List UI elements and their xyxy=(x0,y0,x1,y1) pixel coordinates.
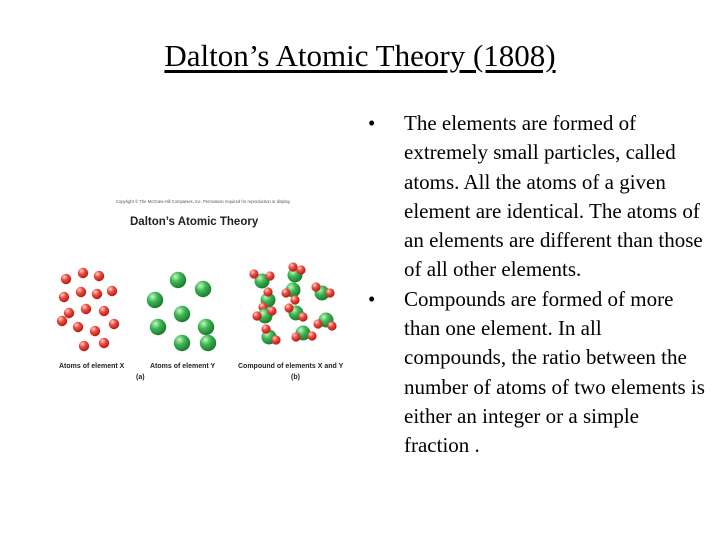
atom-x xyxy=(57,316,67,326)
caption-compound: Compound of elements X and Y xyxy=(238,363,344,370)
atom-y xyxy=(198,319,214,335)
atom-x xyxy=(94,271,104,281)
molecule xyxy=(311,282,334,300)
element-x-atoms xyxy=(57,268,119,351)
atom-y xyxy=(174,335,190,351)
molecule xyxy=(284,303,307,321)
bullet-marker: • xyxy=(368,286,376,311)
figure-title: Dalton’s Atomic Theory xyxy=(130,216,259,228)
molecule xyxy=(288,262,306,282)
atom-x xyxy=(73,322,83,332)
figure-copyright: Copyright © The McGraw-Hill Companies, Inc. Permission required for reproduction or display. xyxy=(116,199,291,204)
sublabel-a: (a) xyxy=(136,374,145,381)
atom-x xyxy=(99,306,109,316)
molecule xyxy=(249,269,274,288)
sublabel-b: (b) xyxy=(291,374,300,381)
atom-x xyxy=(99,338,109,348)
slide-title: Dalton’s Atomic Theory (1808) xyxy=(164,38,556,73)
element-y-atoms xyxy=(147,272,216,351)
atom-x xyxy=(81,304,91,314)
atom-y xyxy=(200,335,216,351)
compound-molecules xyxy=(249,262,336,344)
molecule xyxy=(291,326,316,342)
caption-element-y: Atoms of element Y xyxy=(150,363,216,370)
caption-element-x: Atoms of element X xyxy=(59,363,125,370)
atom-y xyxy=(147,292,163,308)
bullet-list xyxy=(366,109,706,461)
atom-x xyxy=(59,292,69,302)
dalton-figure xyxy=(56,196,356,396)
atom-x xyxy=(76,287,86,297)
atom-x xyxy=(64,308,74,318)
bullet-text: The elements are formed of extremely small particles, called atoms. All the atoms of a given element are identical. The atoms of an elements are different than those of all other elements. xyxy=(404,111,703,282)
atom-x xyxy=(79,341,89,351)
bullet-marker: • xyxy=(368,111,376,135)
atom-y xyxy=(174,306,190,322)
molecule xyxy=(313,313,336,331)
atom-x xyxy=(92,289,102,299)
atom-x xyxy=(90,326,100,336)
molecule xyxy=(281,283,300,305)
bullet-item xyxy=(366,109,706,285)
atom-x xyxy=(107,286,117,296)
atom-y xyxy=(150,319,166,335)
molecule xyxy=(261,324,280,344)
atom-x xyxy=(78,268,88,278)
bullet-text: Compounds are formed of more than one element. In all compounds, the ratio between the number of atoms of two elements is either an integer or a simple fraction . xyxy=(404,286,705,458)
molecule xyxy=(252,306,276,323)
bullet-item xyxy=(366,285,706,461)
atom-x xyxy=(109,319,119,329)
atom-y xyxy=(170,272,186,288)
atom-x xyxy=(61,274,71,284)
atom-y xyxy=(195,281,211,297)
